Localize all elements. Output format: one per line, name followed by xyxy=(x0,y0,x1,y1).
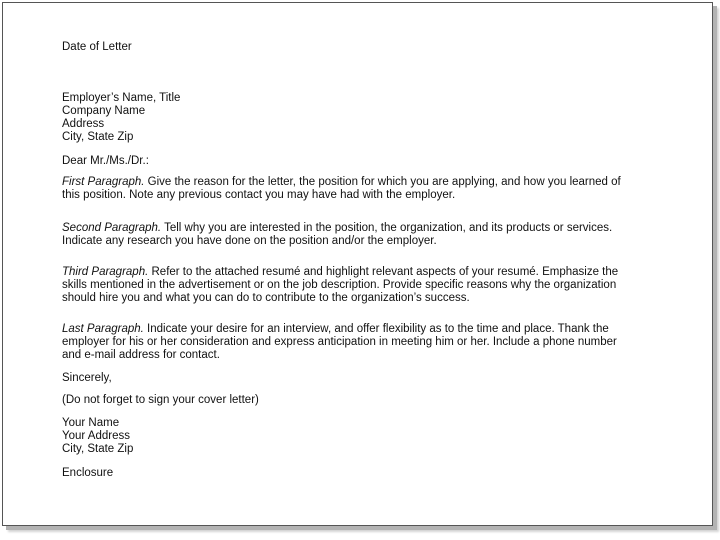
signature-note: (Do not forget to sign your cover letter) xyxy=(62,394,259,406)
letter-date: Date of Letter xyxy=(62,41,132,53)
sender-block xyxy=(62,417,133,456)
document-page xyxy=(2,2,713,526)
recipient-company: Company Name xyxy=(62,105,146,117)
paragraph-first xyxy=(62,176,634,202)
recipient-city-state-zip: City, State Zip xyxy=(62,131,134,143)
paragraph-third xyxy=(62,266,634,305)
paragraph-last xyxy=(62,323,634,362)
closing: Sincerely, xyxy=(62,372,112,384)
paragraph-third-lead: Third Paragraph. xyxy=(62,266,149,278)
paragraph-last-lead: Last Paragraph. xyxy=(62,323,144,335)
paragraph-second-text: Tell why you are interested in the position, the organization, and its products or services. Indicate any research you have done on the position and/or the employer. xyxy=(62,222,613,247)
recipient-block xyxy=(62,92,180,144)
sender-city-state-zip: City, State Zip xyxy=(62,443,134,455)
salutation: Dear Mr./Ms./Dr.: xyxy=(62,155,149,167)
paragraph-first-lead: First Paragraph. xyxy=(62,176,145,188)
recipient-name-title: Employer’s Name, Title xyxy=(62,92,181,104)
paragraph-second xyxy=(62,222,634,248)
paragraph-second-lead: Second Paragraph. xyxy=(62,222,162,234)
sender-address: Your Address xyxy=(62,430,130,442)
recipient-address: Address xyxy=(62,118,105,130)
paragraph-last-text: Indicate your desire for an interview, and offer flexibility as to the time and place. Thank the employer for his or her consideration and express anticipation in meeting him or her. Include a phone number and e-mail address for contact. xyxy=(62,323,617,361)
paragraph-first-text: Give the reason for the letter, the position for which you are applying, and how you learned of this position. Note any previous contact you may have had with the employer. xyxy=(62,176,621,201)
paragraph-third-text: Refer to the attached resumé and highlight relevant aspects of your resumé. Emphasize the skills mentioned in the advertisement or on the job description. Provide specific reasons why the organization should hire you and what you can do to contribute to the organization’s success. xyxy=(62,266,619,304)
sender-name: Your Name xyxy=(62,417,120,429)
enclosure: Enclosure xyxy=(62,467,114,479)
